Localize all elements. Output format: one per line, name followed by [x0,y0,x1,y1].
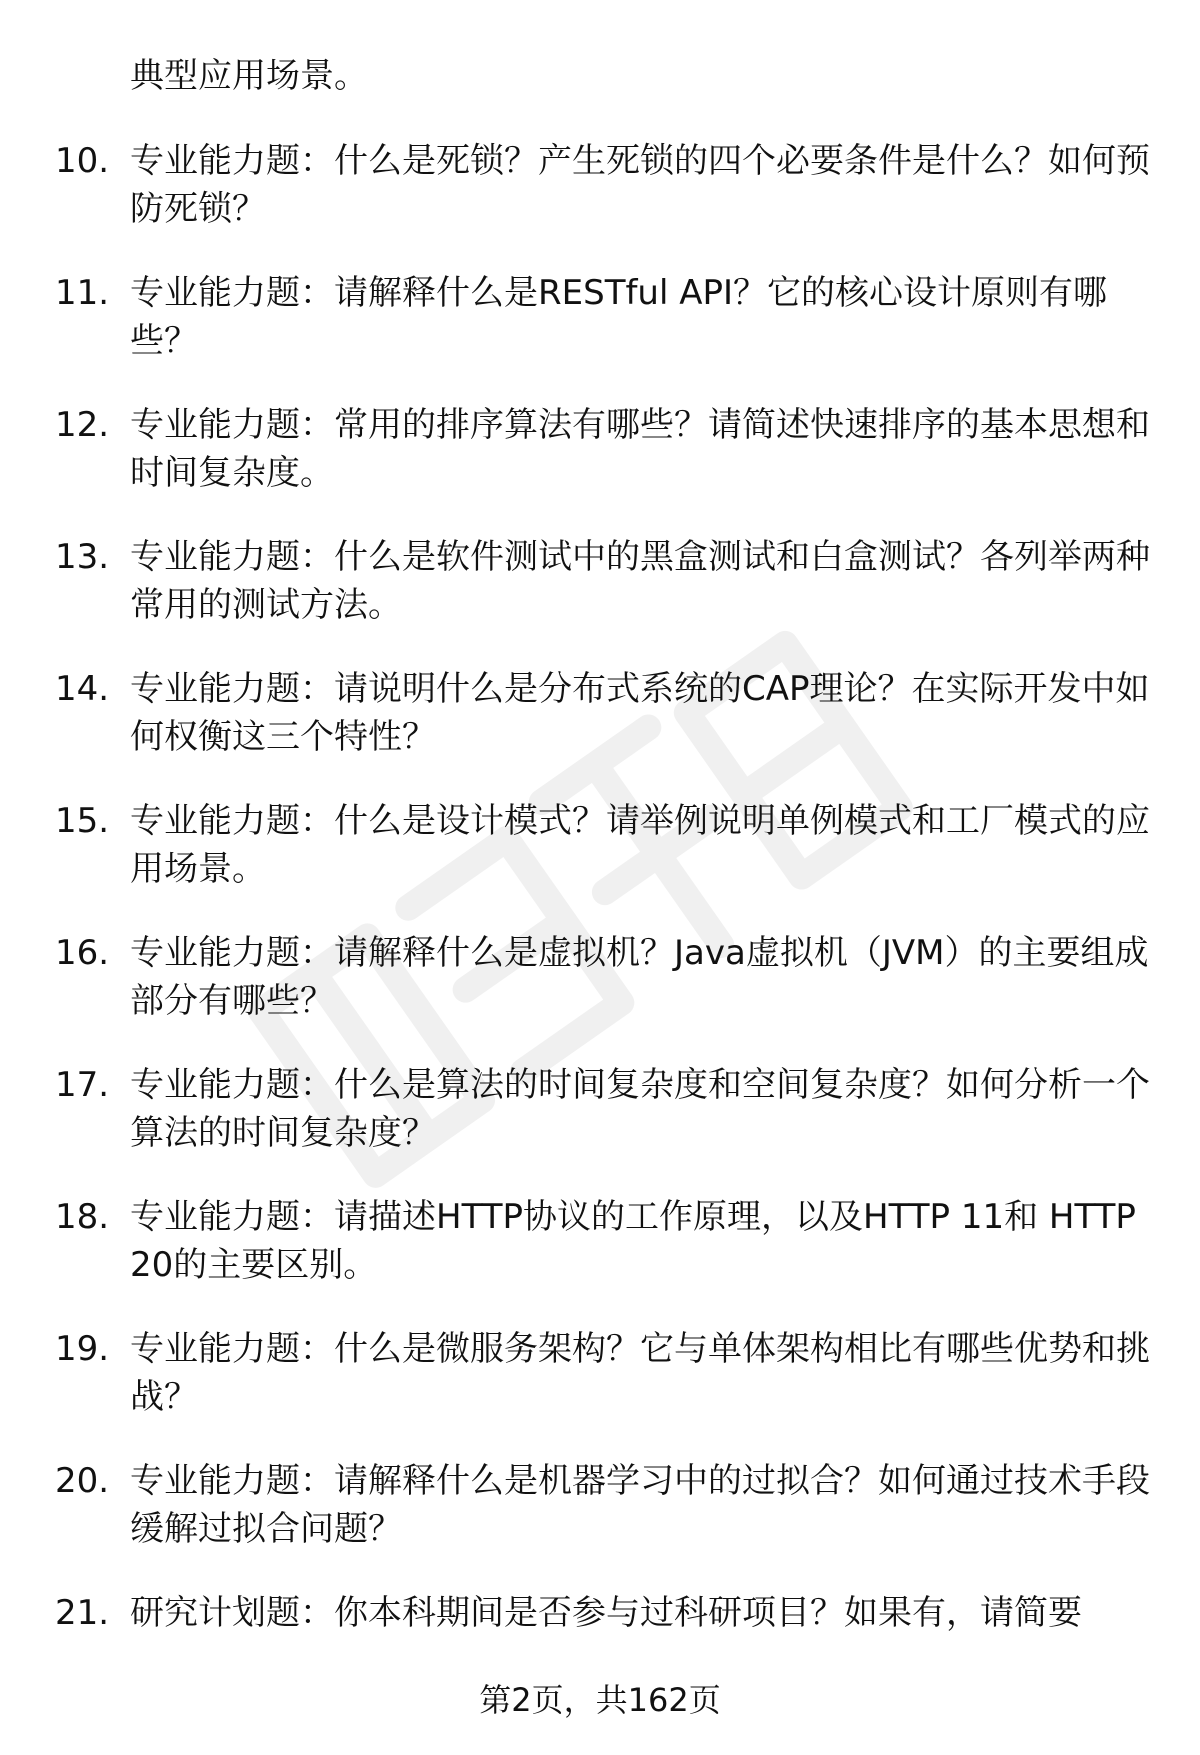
list-item [55,269,1155,365]
question-text: 专业能力题：什么是算法的时间复杂度和空间复杂度？如何分析一个算法的时间复杂度？ [130,1065,1150,1153]
list-item [55,665,1155,761]
question-number: 19. [55,1329,110,1369]
question-text: 专业能力题：什么是软件测试中的黑盒测试和白盒测试？各列举两种常用的测试方法。 [130,537,1150,625]
list-item [55,137,1155,233]
question-number: 20. [55,1461,110,1501]
question-list [55,137,1155,1637]
question-text: 专业能力题：什么是微服务架构？它与单体架构相比有哪些优势和挑战？ [130,1329,1150,1417]
question-text: 专业能力题：请解释什么是RESTful API？它的核心设计原则有哪些？ [130,273,1108,361]
question-text: 专业能力题：什么是死锁？产生死锁的四个必要条件是什么？如何预防死锁？ [130,141,1150,229]
question-text: 专业能力题：请解释什么是虚拟机？Java虚拟机（JVM）的主要组成部分有哪些？ [130,933,1149,1021]
page-footer: 第2页，共162页 [479,1681,721,1719]
list-item [55,1193,1155,1289]
list-item [55,1061,1155,1157]
question-content [55,52,1155,1673]
question-number: 16. [55,933,110,973]
list-item [55,1325,1155,1421]
list-item [55,533,1155,629]
list-item [55,797,1155,893]
question-text: 专业能力题：请说明什么是分布式系统的CAP理论？在实际开发中如何权衡这三个特性？ [130,669,1150,757]
question-number: 15. [55,801,110,841]
continuation-text: 典型应用场景。 [130,56,368,96]
question-number: 13. [55,537,110,577]
question-text: 专业能力题：请解释什么是机器学习中的过拟合？如何通过技术手段缓解过拟合问题？ [130,1461,1150,1549]
list-item [55,1589,1155,1637]
list-item [55,1457,1155,1553]
question-number: 14. [55,669,110,709]
question-number: 21. [55,1593,110,1633]
list-item [55,401,1155,497]
question-text: 专业能力题：常用的排序算法有哪些？请简述快速排序的基本思想和时间复杂度。 [130,405,1150,493]
question-number: 18. [55,1197,110,1237]
list-item [55,929,1155,1025]
question-text: 研究计划题：你本科期间是否参与过科研项目？如果有，请简要 [130,1593,1082,1633]
question-text: 专业能力题：什么是设计模式？请举例说明单例模式和工厂模式的应用场景。 [130,801,1150,889]
question-number: 17. [55,1065,110,1105]
question-number: 11. [55,273,110,313]
question-text: 专业能力题：请描述HTTP协议的工作原理，以及HTTP 11和 HTTP 20的主要区别。 [130,1197,1136,1285]
question-number: 10. [55,141,110,181]
question-number: 12. [55,405,110,445]
